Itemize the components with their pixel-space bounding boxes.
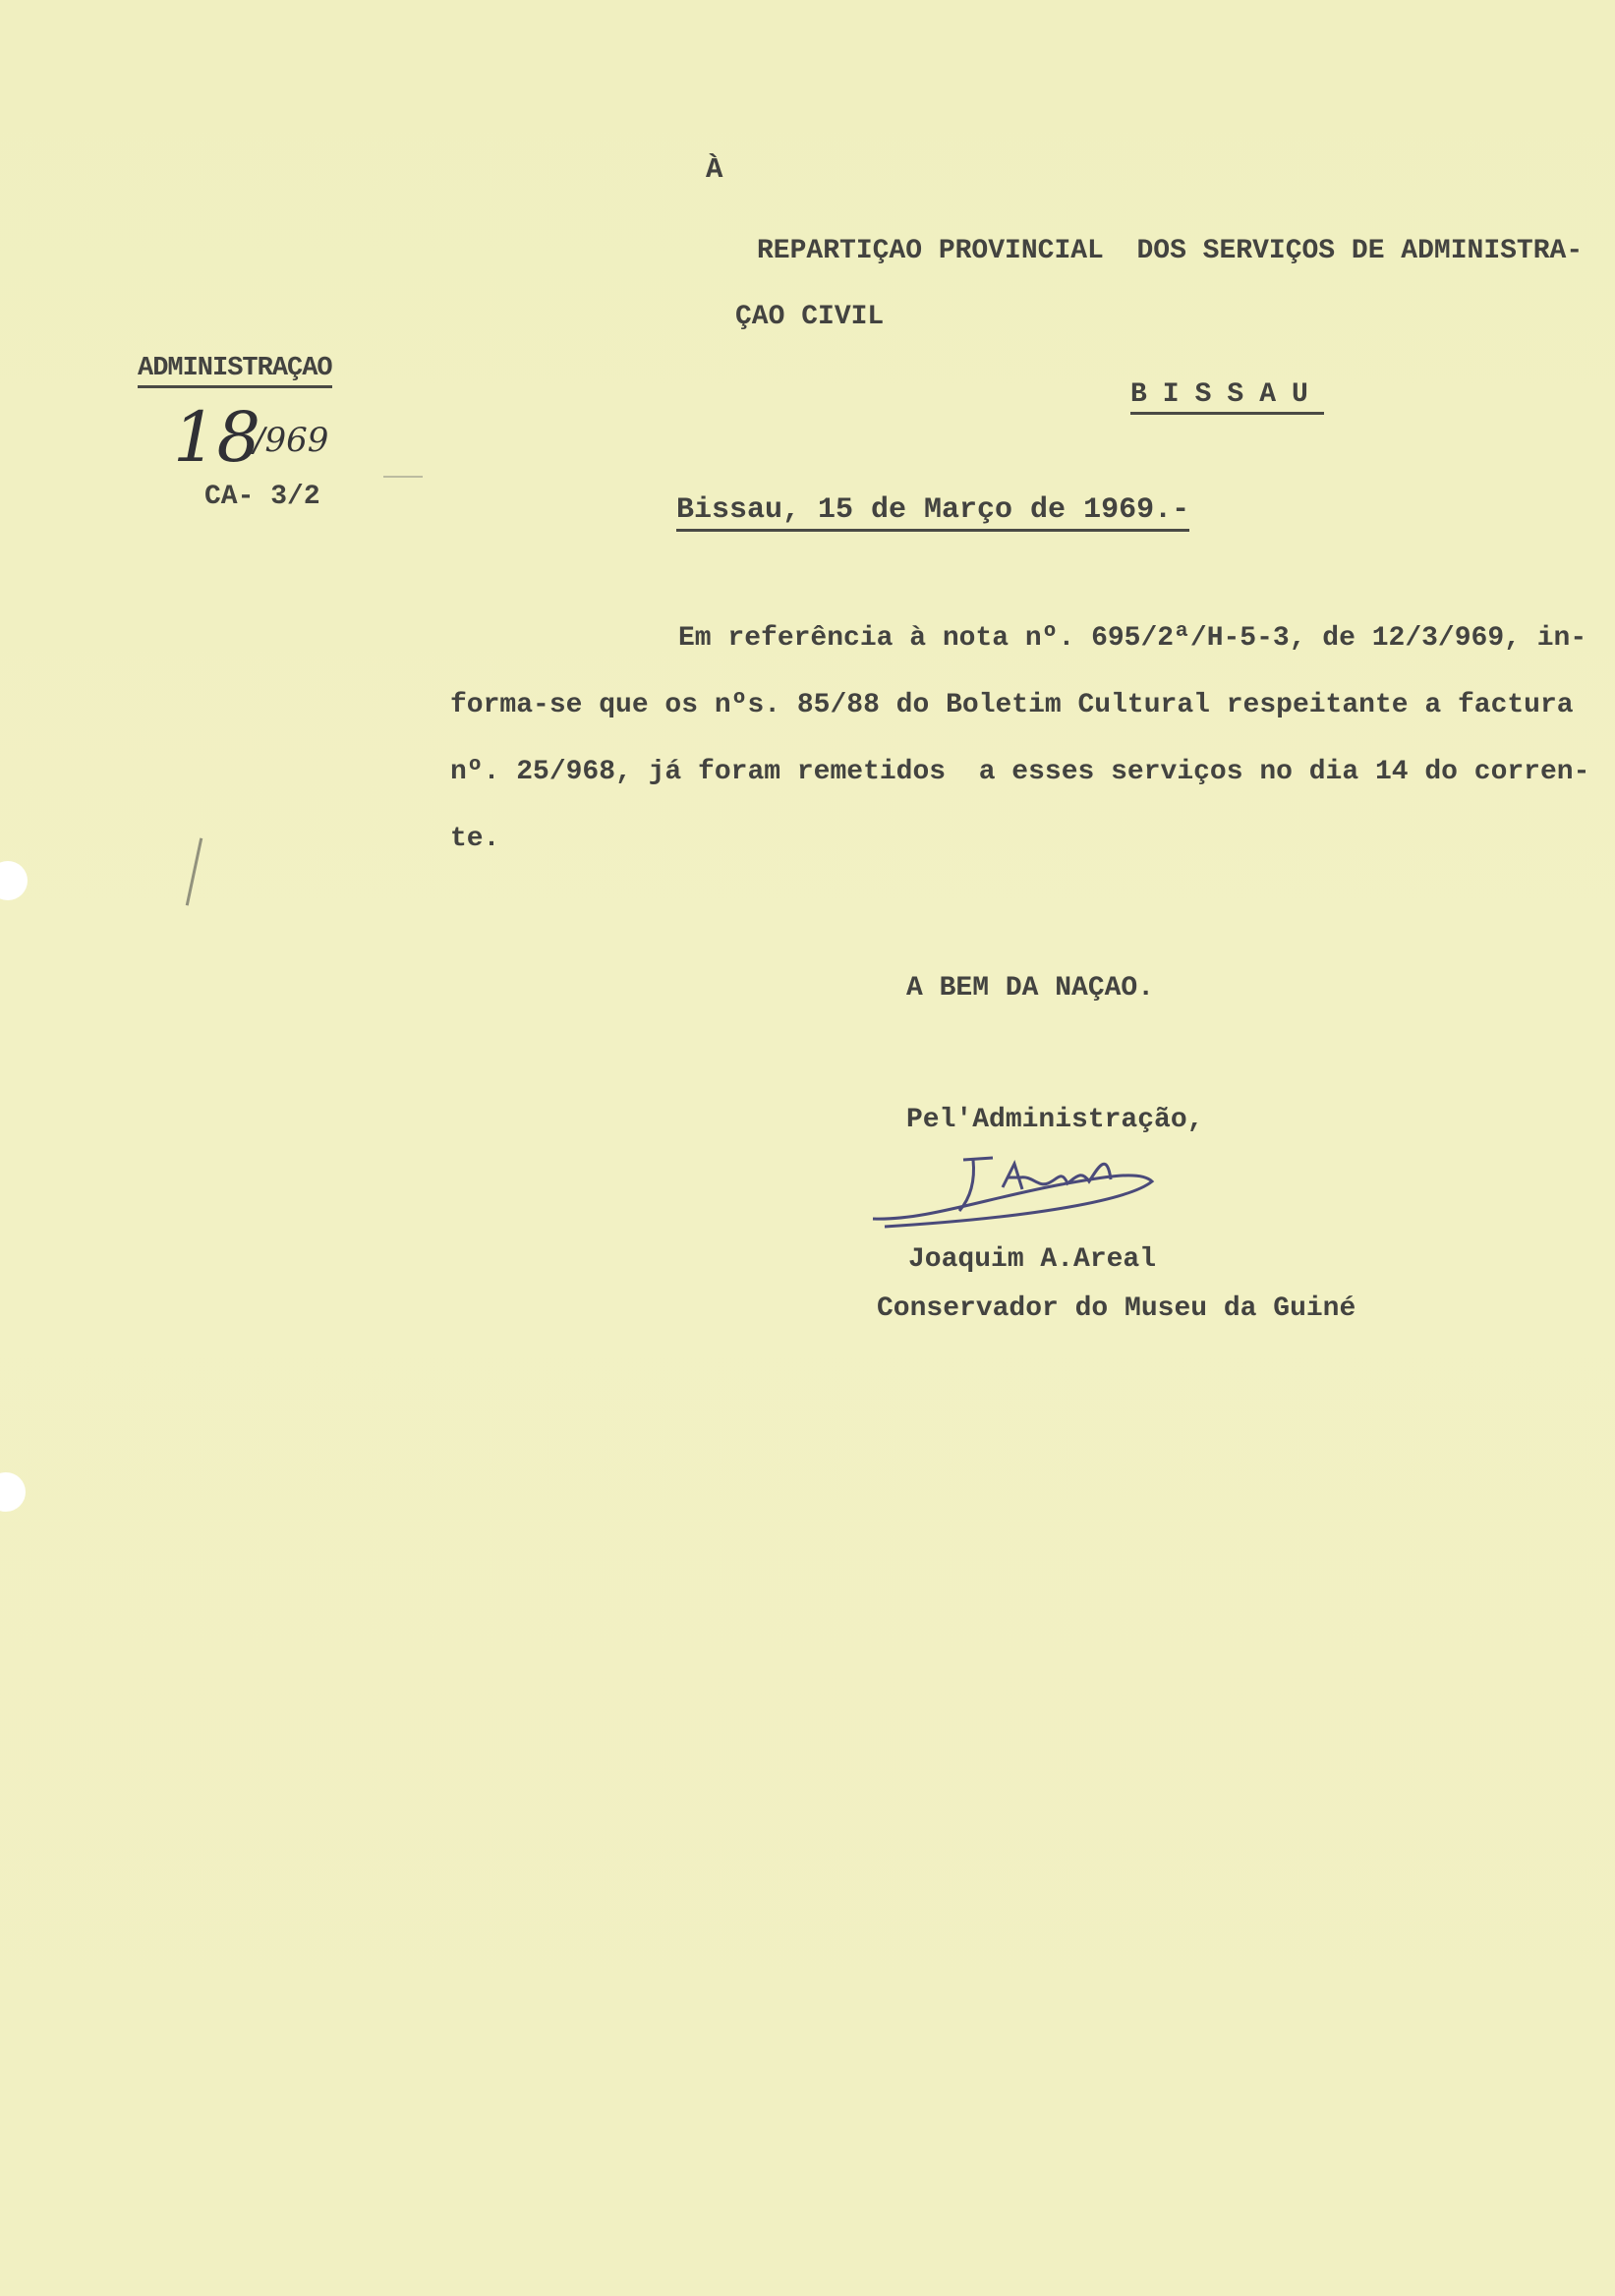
body-line-1: Em referência à nota nº. 695/2ª/H-5-3, de 12/3/969, in- [678, 623, 1587, 654]
reference-number-handwritten: 18 [173, 397, 261, 478]
punch-hole-bottom [0, 1472, 26, 1512]
addressee-city: BISSAU [1130, 379, 1324, 415]
closing-salutation: A BEM DA NAÇAO. [906, 973, 1155, 1004]
body-line-3: nº. 25/968, já foram remetidos a esses serviços no dia 14 do corren- [450, 757, 1590, 787]
body-line-2: forma-se que os nºs. 85/88 do Boletim Cultural respeitante a factura [450, 690, 1574, 720]
date-text: Bissau, 15 de Março de 1969.- [676, 493, 1189, 532]
body-line-4: te. [450, 824, 500, 854]
date-line [676, 493, 1189, 527]
addressee-prefix: À [706, 153, 723, 186]
signature-prefix: Pel'Administração, [906, 1105, 1204, 1135]
margin-pencil-mark [186, 837, 202, 905]
signatory-name: Joaquim A.Areal [908, 1244, 1157, 1275]
signature-graphic [865, 1140, 1170, 1248]
handwritten-signature [865, 1140, 1170, 1248]
reference-office: ADMINISTRAÇAO [138, 354, 332, 388]
addressee-line-1: REPARTIÇAO PROVINCIAL DOS SERVIÇOS DE ADMINISTRA- [757, 236, 1584, 266]
reference-code: CA- 3/2 [204, 482, 320, 512]
signatory-title: Conservador do Museu da Guiné [877, 1293, 1356, 1324]
margin-dash-mark [383, 476, 423, 478]
reference-year: /969 [254, 421, 329, 460]
punch-hole-top [0, 861, 28, 900]
addressee-line-2: ÇAO CIVIL [735, 302, 885, 332]
